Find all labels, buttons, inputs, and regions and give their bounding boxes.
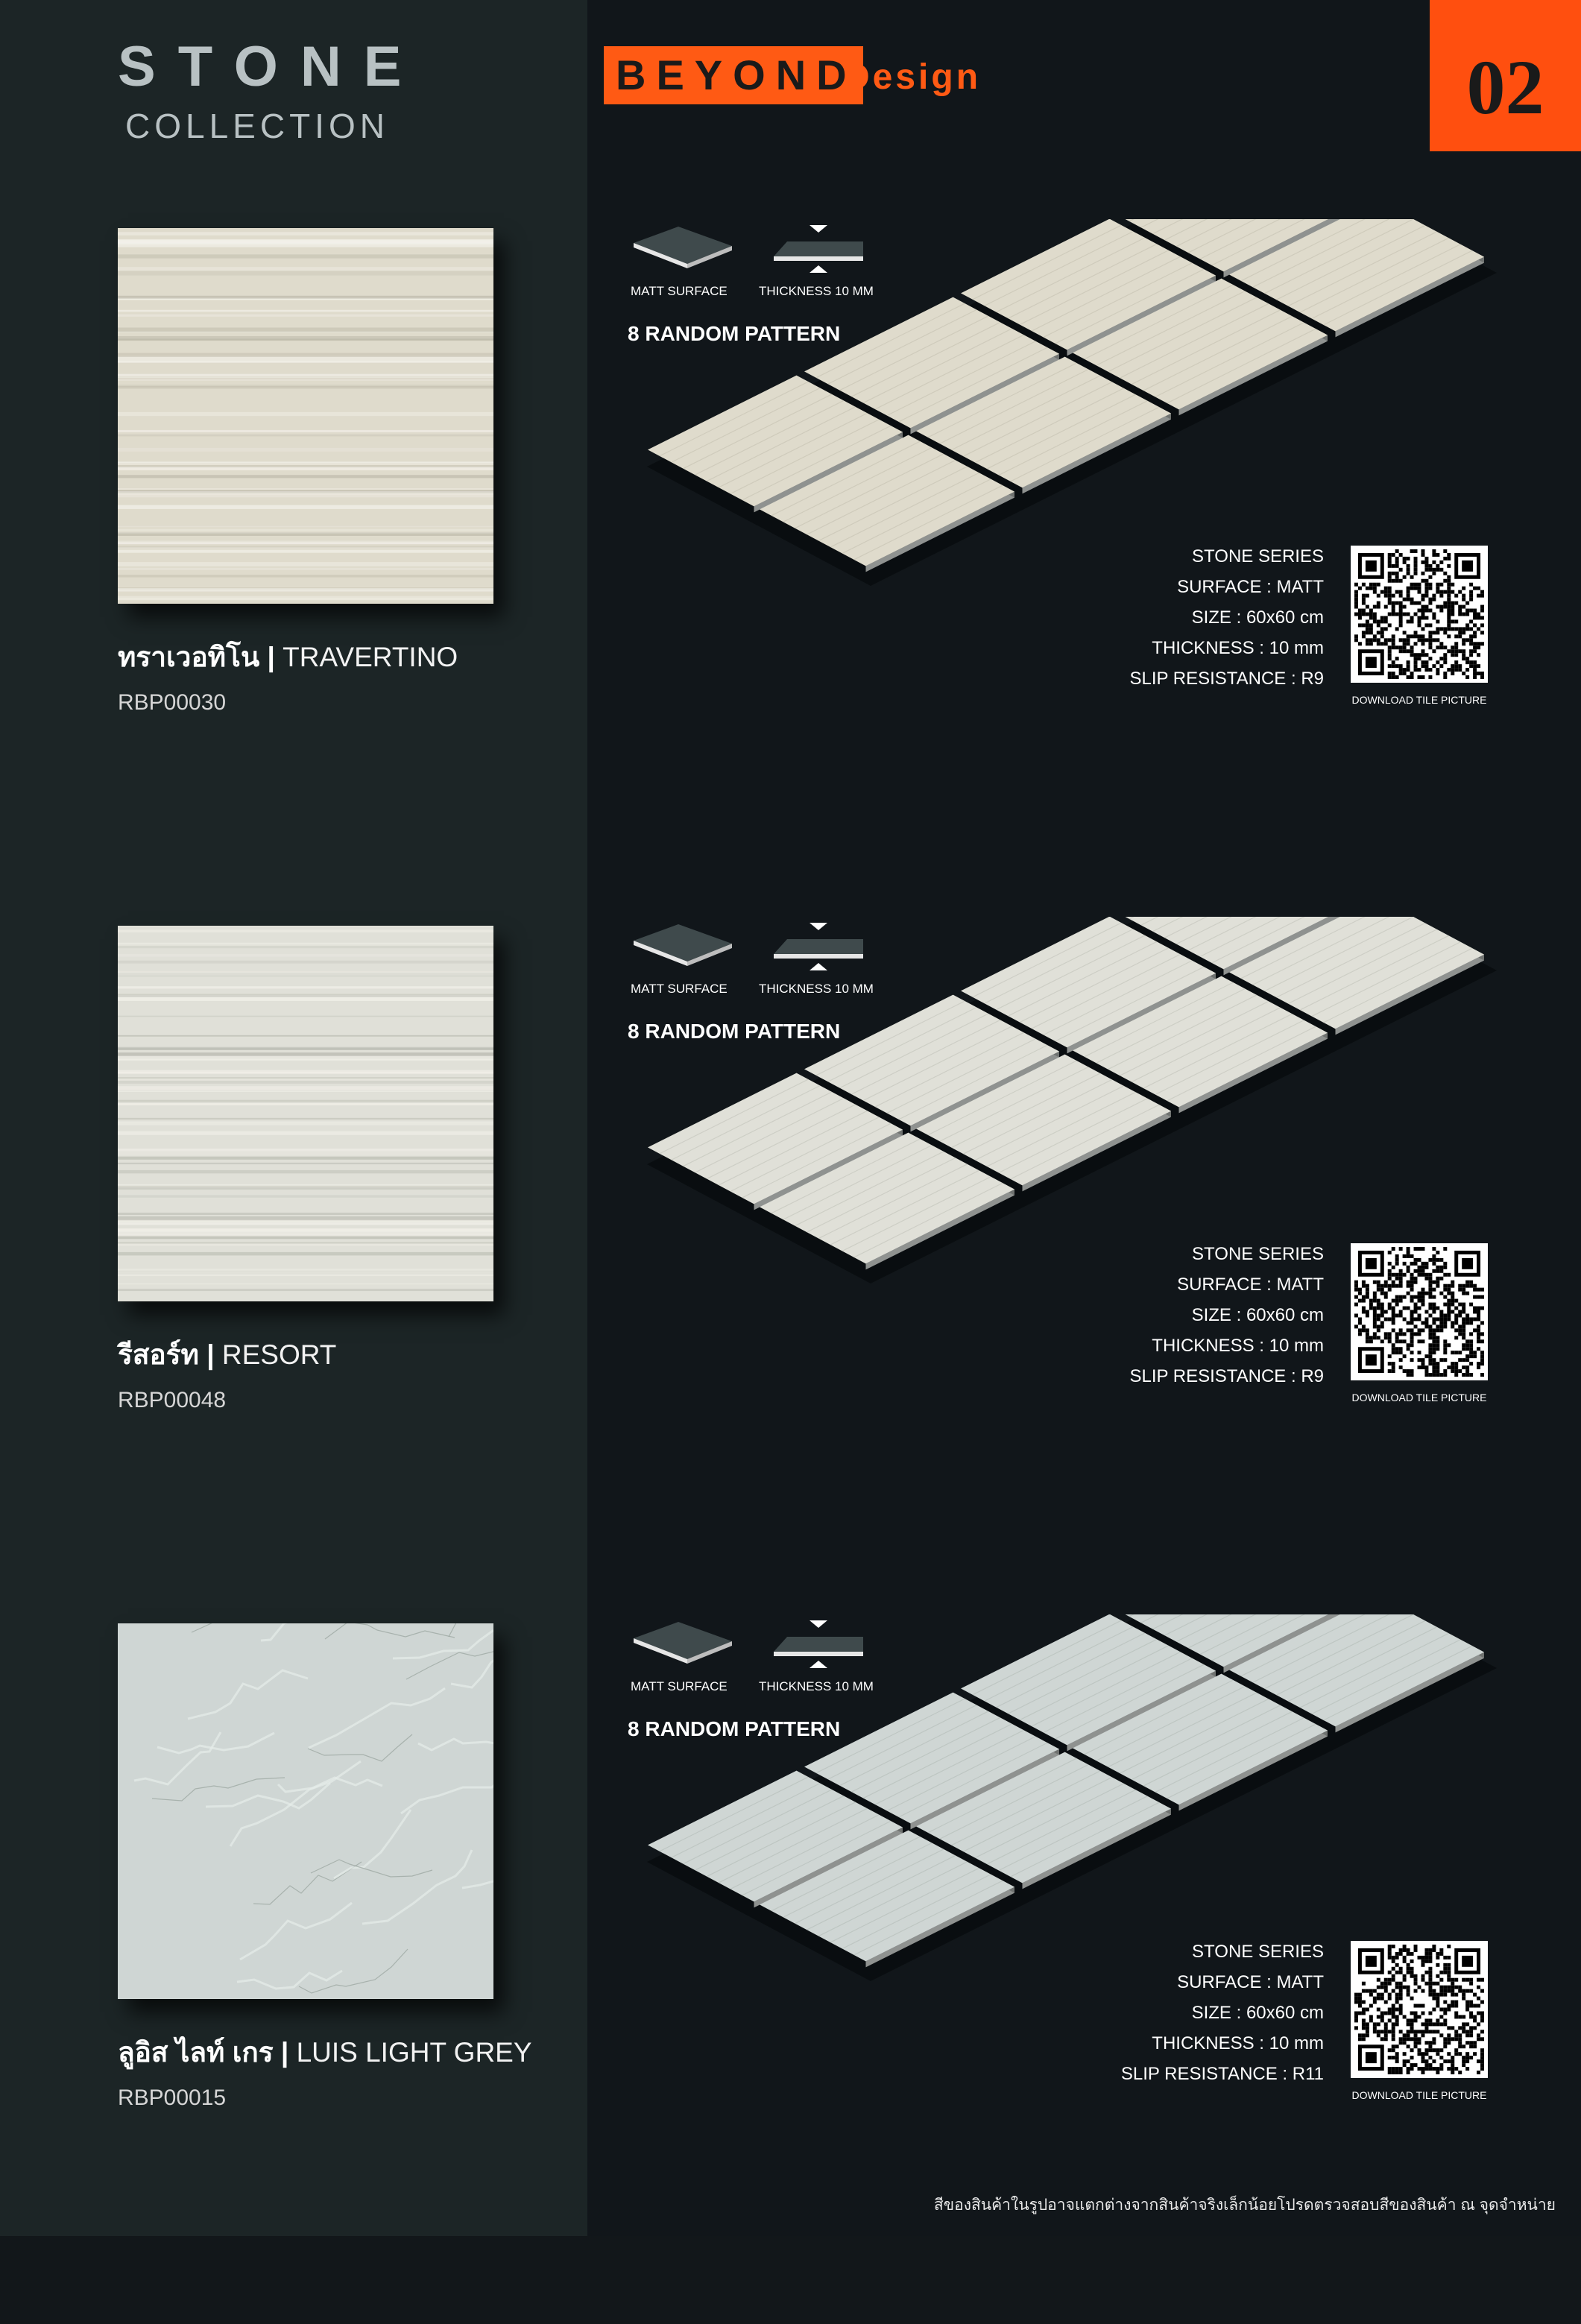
design-logo-text: Design — [844, 57, 982, 97]
spec-line: THICKNESS : 10 mm — [1152, 1336, 1324, 1356]
thickness-label: THICKNESS 10 MM — [759, 982, 874, 996]
thickness-label: THICKNESS 10 MM — [759, 284, 874, 298]
beyond-logo: BEYOND — [604, 46, 863, 104]
product-name-english: TRAVERTINO — [283, 642, 458, 672]
spec-line: SIZE : 60x60 cm — [1191, 1305, 1324, 1325]
product-name-thai: ทราเวอทิโน — [118, 642, 260, 672]
matt-surface-label: MATT SURFACE — [631, 284, 728, 298]
product-name-english: RESORT — [221, 1339, 337, 1370]
qr-caption: DOWNLOAD TILE PICTURE — [1351, 2089, 1487, 2101]
collection-title: STONE — [118, 35, 424, 98]
name-separator: | — [206, 1339, 215, 1370]
pattern-label: 8 RANDOM PATTERN — [628, 1020, 841, 1043]
product-name — [118, 2035, 532, 2071]
product-code: RBP00015 — [118, 2085, 227, 2110]
spec-line: SURFACE : MATT — [1177, 1275, 1324, 1295]
spec-list — [999, 1239, 1324, 1392]
spec-line: SIZE : 60x60 cm — [1191, 2003, 1324, 2023]
spec-line: SURFACE : MATT — [1177, 577, 1324, 597]
spec-list — [999, 541, 1324, 694]
spec-line: SLIP RESISTANCE : R9 — [1129, 669, 1324, 689]
product-section — [0, 1623, 1581, 2324]
spec-line: STONE SERIES — [1192, 1244, 1324, 1264]
spec-line: SLIP RESISTANCE : R9 — [1129, 1366, 1324, 1386]
matt-surface-label: MATT SURFACE — [631, 1679, 728, 1693]
page-number-badge: 02 — [1430, 0, 1581, 151]
spec-line: THICKNESS : 10 mm — [1152, 638, 1324, 658]
footer-disclaimer: สีของสินค้าในรูปอาจแตกต่างจากสินค้าจริงเล็กน้อยโปรดตรวจสอบสีของสินค้า ณ จุดจำหน่าย — [933, 2197, 1556, 2214]
name-separator: | — [267, 642, 275, 672]
product-name-english: LUIS LIGHT GREY — [296, 2037, 532, 2068]
product-code: RBP00030 — [118, 690, 227, 715]
qr-caption: DOWNLOAD TILE PICTURE — [1351, 694, 1487, 706]
thickness-label: THICKNESS 10 MM — [759, 1679, 874, 1693]
product-name-thai: ลูอิส ไลท์ เกร — [118, 2037, 274, 2068]
qr-caption: DOWNLOAD TILE PICTURE — [1351, 1392, 1487, 1403]
qr-code[interactable] — [1351, 546, 1488, 683]
product-name-thai: รีสอร์ท — [118, 1339, 199, 1370]
spec-line: SLIP RESISTANCE : R11 — [1120, 2064, 1324, 2084]
collection-subtitle: COLLECTION — [125, 107, 389, 145]
name-separator: | — [280, 2037, 289, 2068]
tile-swatch-image — [118, 1623, 493, 1999]
qr-code[interactable] — [1351, 1941, 1488, 2078]
tile-swatch-image — [118, 926, 493, 1301]
product-code: RBP00048 — [118, 1388, 227, 1412]
matt-surface-label: MATT SURFACE — [631, 982, 728, 996]
pattern-label: 8 RANDOM PATTERN — [628, 322, 841, 345]
spec-line: THICKNESS : 10 mm — [1152, 2033, 1324, 2053]
pattern-label: 8 RANDOM PATTERN — [628, 1717, 841, 1740]
product-section — [0, 228, 1581, 929]
product-name — [118, 1337, 336, 1373]
qr-code[interactable] — [1351, 1243, 1488, 1380]
spec-list — [999, 1936, 1324, 2089]
spec-line: SIZE : 60x60 cm — [1191, 607, 1324, 628]
tile-swatch-image — [118, 228, 493, 604]
spec-line: SURFACE : MATT — [1177, 1972, 1324, 1992]
product-name — [118, 640, 458, 675]
product-section — [0, 926, 1581, 1626]
spec-line: STONE SERIES — [1192, 1942, 1324, 1962]
spec-line: STONE SERIES — [1192, 546, 1324, 566]
